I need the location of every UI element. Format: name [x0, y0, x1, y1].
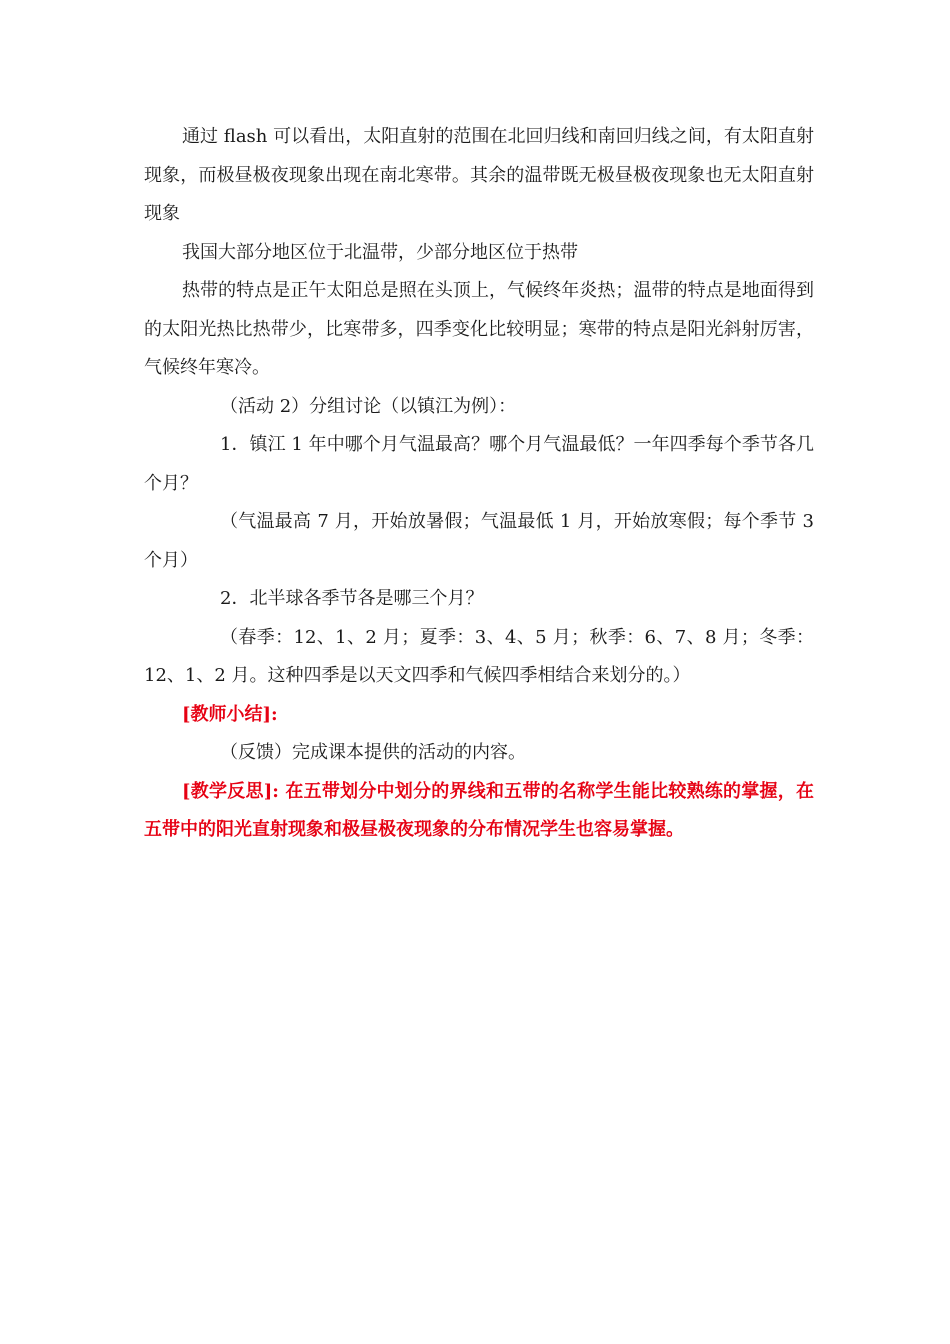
teaching-reflection [144, 773, 814, 850]
paragraph-question-2: 2．北半球各季节各是哪三个月？ [220, 588, 484, 609]
reflection-text: 在五带划分中划分的界线和五带的名称学生能比较熟练的掌握，在五带中的阳光直射现象和极昼极夜现象的分布情况学生也容易掌握。 [144, 780, 815, 840]
paragraph-feedback: （反馈）完成课本提供的活动的内容。 [220, 742, 526, 763]
paragraph-question-1: 1．镇江 1 年中哪个月气温最高？哪个月气温最低？一年四季每个季节各几个月？ [144, 434, 814, 494]
document-body [144, 118, 814, 850]
reflection-label: [教学反思]: [182, 780, 279, 802]
paragraph-activity-2: （活动 2）分组讨论（以镇江为例）： [220, 395, 517, 417]
paragraph-answer-1: （气温最高 7 月，开始放暑假；气温最低 1 月，开始放寒假；每个季节 3 个月） [144, 511, 814, 571]
paragraph-flash-observation: 通过 flash 可以看出，太阳直射的范围在北回归线和南回归线之间，有太阳直射现象，而极昼极夜现象出现在南北寒带。其余的温带既无极昼极夜现象也无太阳直射现象 [144, 126, 814, 224]
paragraph-answer-2: （春季：12、1、2 月；夏季：3、4、5 月；秋季：6、7、8 月；冬季：12、1、2 月。这种四季是以天文四季和气候四季相结合来划分的。） [144, 626, 814, 686]
paragraph-zone-characteristics: 热带的特点是正午太阳总是照在头顶上，气候终年炎热；温带的特点是地面得到的太阳光热比热带少，比寒带多，四季变化比较明显；寒带的特点是阳光斜射厉害，气候终年寒冷。 [144, 280, 814, 378]
paragraph-china-location: 我国大部分地区位于北温带，少部分地区位于热带 [182, 241, 578, 263]
teacher-summary-label: [教师小结]: [182, 703, 278, 725]
teacher-summary-heading [144, 696, 814, 735]
